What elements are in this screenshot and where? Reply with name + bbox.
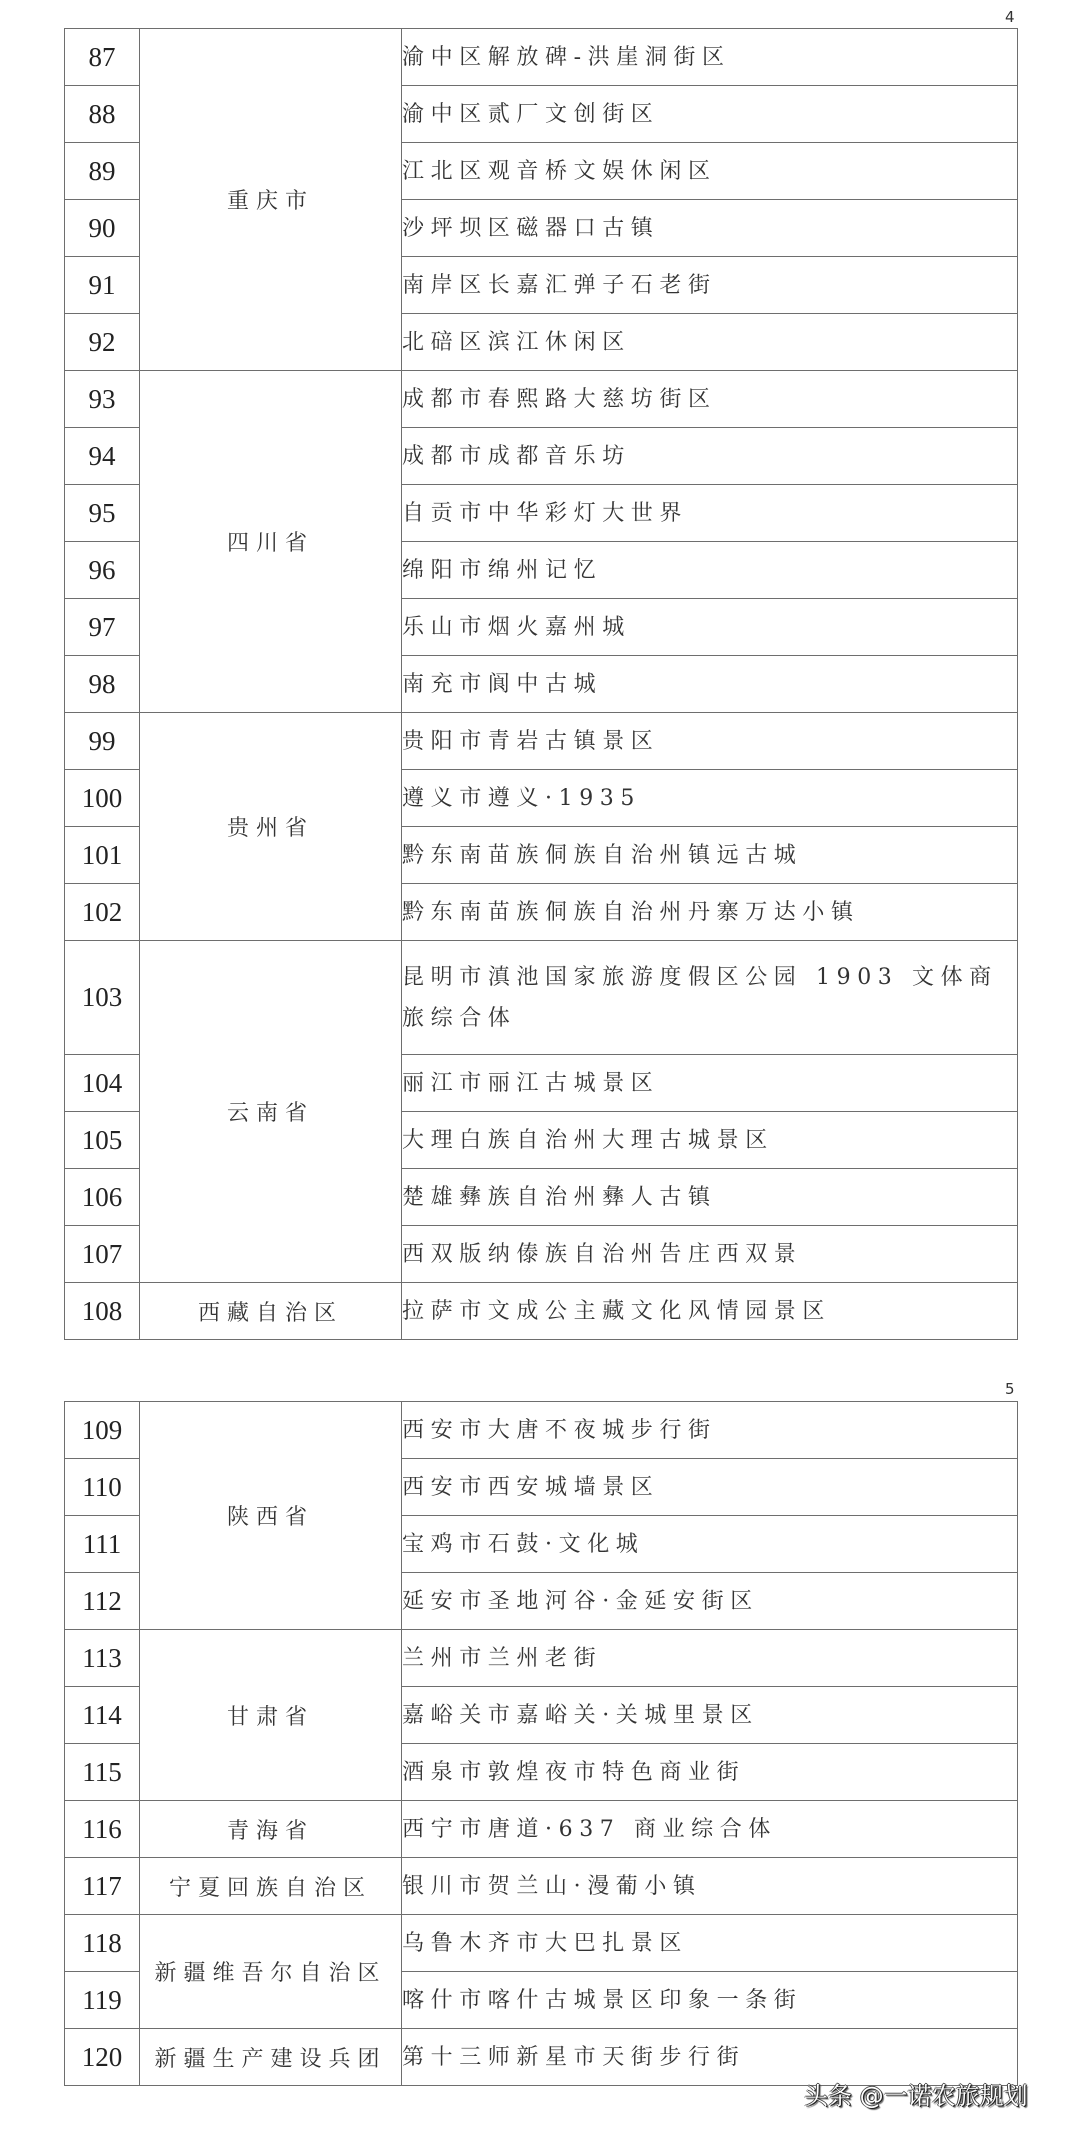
row-number: 105 bbox=[65, 1112, 140, 1169]
site-name-cell: 兰州市兰州老街 bbox=[402, 1630, 1018, 1687]
site-name-cell: 遵义市遵义·1935 bbox=[402, 770, 1018, 827]
row-number: 97 bbox=[65, 599, 140, 656]
row-number: 115 bbox=[65, 1744, 140, 1801]
site-name-cell: 成都市春熙路大慈坊街区 bbox=[402, 371, 1018, 428]
row-number: 93 bbox=[65, 371, 140, 428]
page-number: 4 bbox=[1005, 8, 1015, 26]
row-number: 112 bbox=[65, 1573, 140, 1630]
row-number: 114 bbox=[65, 1687, 140, 1744]
row-number: 109 bbox=[65, 1402, 140, 1459]
site-name-cell: 大理白族自治州大理古城景区 bbox=[402, 1112, 1018, 1169]
row-number: 99 bbox=[65, 713, 140, 770]
row-number: 90 bbox=[65, 200, 140, 257]
site-name-cell: 成都市成都音乐坊 bbox=[402, 428, 1018, 485]
site-name-cell: 黔东南苗族侗族自治州镇远古城 bbox=[402, 827, 1018, 884]
row-number: 87 bbox=[65, 29, 140, 86]
page-number: 5 bbox=[1005, 1380, 1015, 1398]
site-name-cell: 喀什市喀什古城景区印象一条街 bbox=[402, 1972, 1018, 2029]
row-number: 107 bbox=[65, 1226, 140, 1283]
row-number: 104 bbox=[65, 1055, 140, 1112]
table-row bbox=[65, 29, 1018, 86]
province-cell: 宁夏回族自治区 bbox=[140, 1858, 402, 1915]
site-name-cell: 嘉峪关市嘉峪关·关城里景区 bbox=[402, 1687, 1018, 1744]
province-cell: 重庆市 bbox=[140, 29, 402, 371]
table-row bbox=[65, 1630, 1018, 1687]
province-cell: 云南省 bbox=[140, 941, 402, 1283]
site-name-cell: 拉萨市文成公主藏文化风情园景区 bbox=[402, 1283, 1018, 1340]
row-number: 101 bbox=[65, 827, 140, 884]
row-number: 92 bbox=[65, 314, 140, 371]
province-cell: 西藏自治区 bbox=[140, 1283, 402, 1340]
site-name-cell: 沙坪坝区磁器口古镇 bbox=[402, 200, 1018, 257]
site-name-cell: 第十三师新星市天街步行街 bbox=[402, 2029, 1018, 2086]
site-name-cell: 楚雄彝族自治州彝人古镇 bbox=[402, 1169, 1018, 1226]
row-number: 95 bbox=[65, 485, 140, 542]
site-name-cell: 丽江市丽江古城景区 bbox=[402, 1055, 1018, 1112]
row-number: 117 bbox=[65, 1858, 140, 1915]
site-name-cell: 渝中区贰厂文创街区 bbox=[402, 86, 1018, 143]
site-name-cell: 北碚区滨江休闲区 bbox=[402, 314, 1018, 371]
site-name-cell: 黔东南苗族侗族自治州丹寨万达小镇 bbox=[402, 884, 1018, 941]
site-name-cell: 贵阳市青岩古镇景区 bbox=[402, 713, 1018, 770]
row-number: 89 bbox=[65, 143, 140, 200]
province-cell: 陕西省 bbox=[140, 1402, 402, 1630]
site-name-cell: 南充市阆中古城 bbox=[402, 656, 1018, 713]
table-row bbox=[65, 1858, 1018, 1915]
table-row bbox=[65, 1283, 1018, 1340]
province-cell: 甘肃省 bbox=[140, 1630, 402, 1801]
site-name-cell: 乐山市烟火嘉州城 bbox=[402, 599, 1018, 656]
row-number: 116 bbox=[65, 1801, 140, 1858]
table-body bbox=[65, 29, 1018, 1340]
province-cell: 青海省 bbox=[140, 1801, 402, 1858]
site-list-table-page-5 bbox=[64, 1401, 1018, 2086]
site-name-cell: 乌鲁木齐市大巴扎景区 bbox=[402, 1915, 1018, 1972]
site-name-cell: 酒泉市敦煌夜市特色商业街 bbox=[402, 1744, 1018, 1801]
site-name-cell: 自贡市中华彩灯大世界 bbox=[402, 485, 1018, 542]
row-number: 113 bbox=[65, 1630, 140, 1687]
table-row bbox=[65, 371, 1018, 428]
row-number: 106 bbox=[65, 1169, 140, 1226]
row-number: 120 bbox=[65, 2029, 140, 2086]
row-number: 100 bbox=[65, 770, 140, 827]
row-number: 118 bbox=[65, 1915, 140, 1972]
row-number: 102 bbox=[65, 884, 140, 941]
row-number: 110 bbox=[65, 1459, 140, 1516]
row-number: 98 bbox=[65, 656, 140, 713]
site-name-cell: 西双版纳傣族自治州告庄西双景 bbox=[402, 1226, 1018, 1283]
table-row bbox=[65, 713, 1018, 770]
province-cell: 新疆生产建设兵团 bbox=[140, 2029, 402, 2086]
site-name-cell: 西安市西安城墙景区 bbox=[402, 1459, 1018, 1516]
row-number: 96 bbox=[65, 542, 140, 599]
site-name-cell: 延安市圣地河谷·金延安街区 bbox=[402, 1573, 1018, 1630]
table-row bbox=[65, 1402, 1018, 1459]
row-number: 111 bbox=[65, 1516, 140, 1573]
row-number: 88 bbox=[65, 86, 140, 143]
site-name-cell: 宝鸡市石鼓·文化城 bbox=[402, 1516, 1018, 1573]
row-number: 91 bbox=[65, 257, 140, 314]
province-cell: 四川省 bbox=[140, 371, 402, 713]
site-name-cell: 南岸区长嘉汇弹子石老街 bbox=[402, 257, 1018, 314]
site-name-cell: 江北区观音桥文娱休闲区 bbox=[402, 143, 1018, 200]
site-list-table-page-4 bbox=[64, 28, 1018, 1340]
site-name-cell: 银川市贺兰山·漫葡小镇 bbox=[402, 1858, 1018, 1915]
table-row bbox=[65, 1801, 1018, 1858]
province-cell: 贵州省 bbox=[140, 713, 402, 941]
site-name-cell: 西安市大唐不夜城步行街 bbox=[402, 1402, 1018, 1459]
row-number: 103 bbox=[65, 941, 140, 1055]
province-cell: 新疆维吾尔自治区 bbox=[140, 1915, 402, 2029]
site-name-cell: 昆明市滇池国家旅游度假区公园 1903 文体商旅综合体 bbox=[402, 941, 1018, 1055]
table-row bbox=[65, 1915, 1018, 1972]
site-name-cell: 西宁市唐道·637 商业综合体 bbox=[402, 1801, 1018, 1858]
site-name-cell: 绵阳市绵州记忆 bbox=[402, 542, 1018, 599]
table-row bbox=[65, 941, 1018, 1055]
row-number: 108 bbox=[65, 1283, 140, 1340]
row-number: 94 bbox=[65, 428, 140, 485]
watermark: 头条 @一诺农旅规划 bbox=[804, 2082, 1028, 2110]
row-number: 119 bbox=[65, 1972, 140, 2029]
site-name-cell: 渝中区解放碑-洪崖洞街区 bbox=[402, 29, 1018, 86]
table-body bbox=[65, 1402, 1018, 2086]
